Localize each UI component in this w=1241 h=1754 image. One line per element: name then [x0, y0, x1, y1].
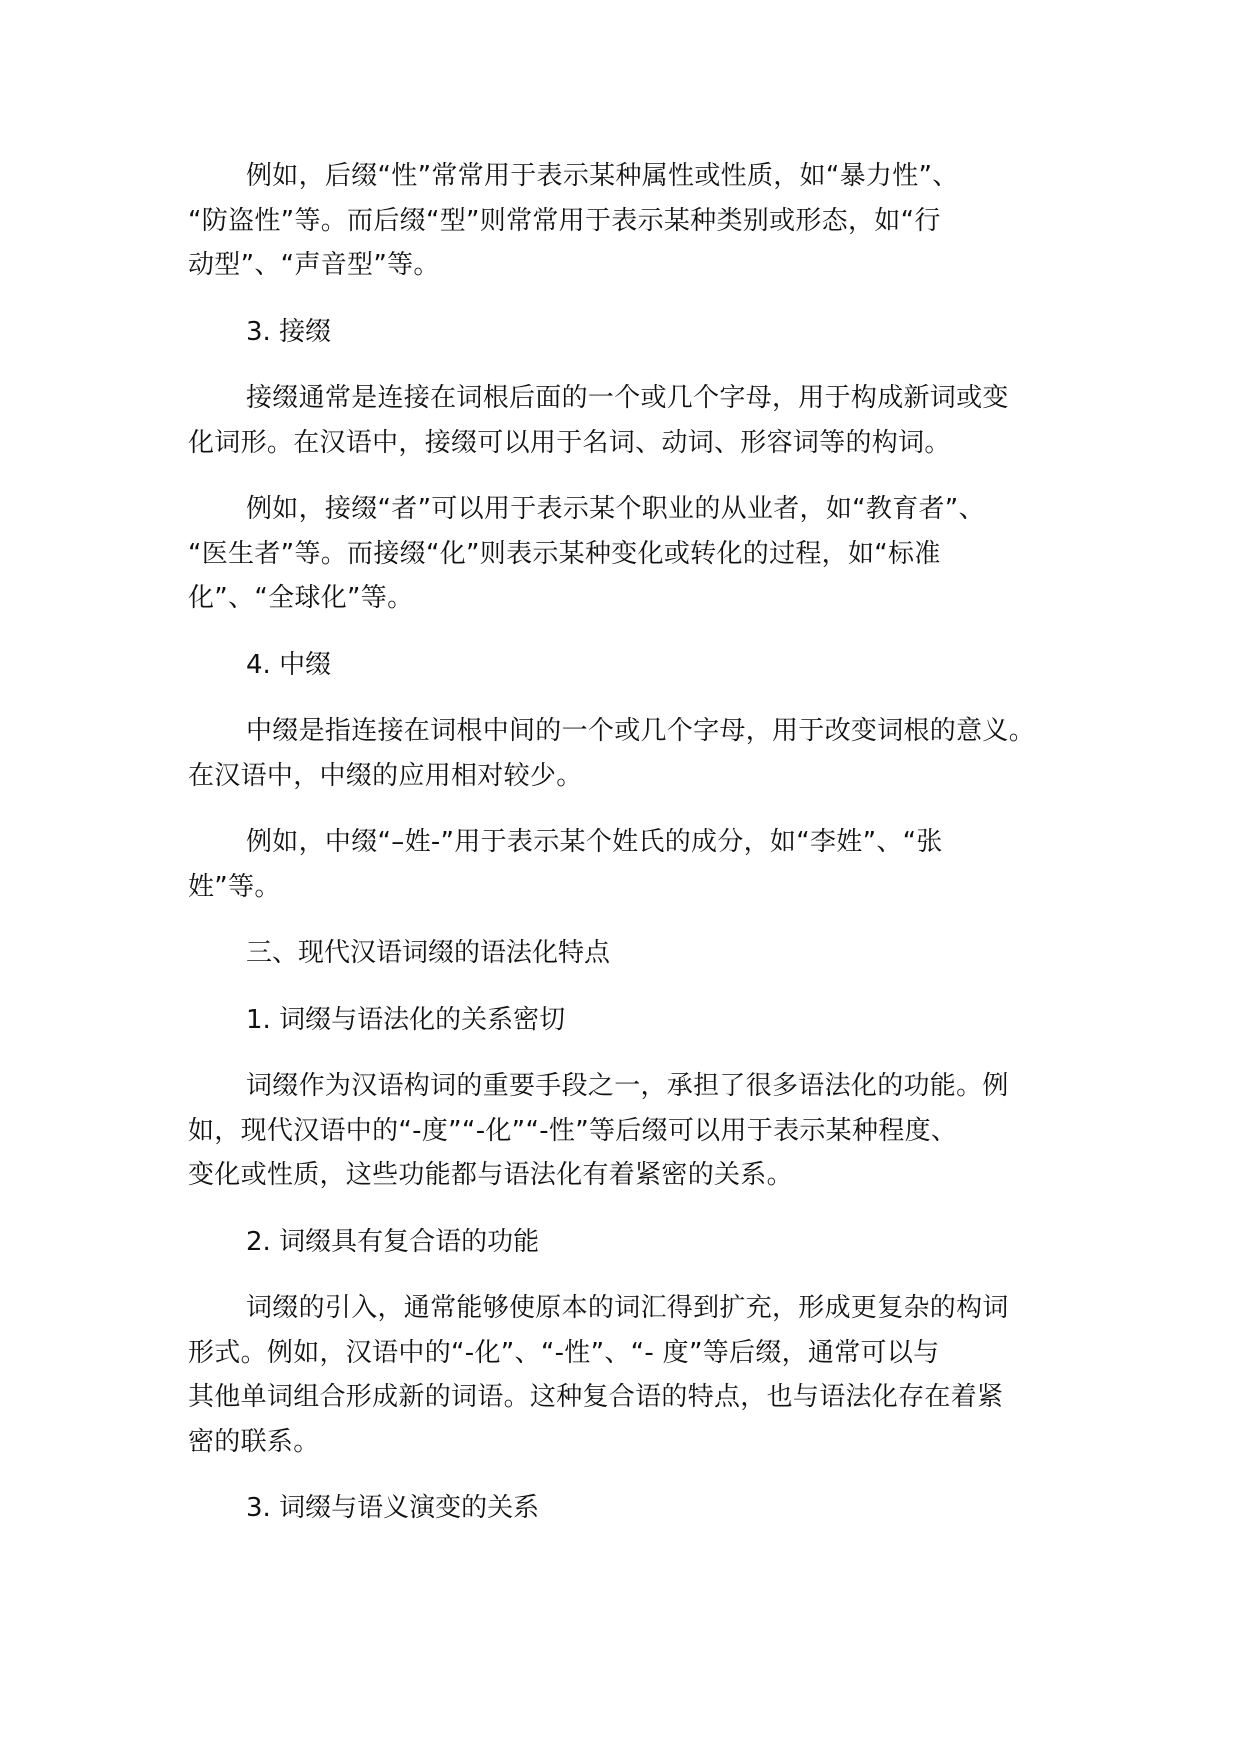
heading-text: 4. 中缀 — [246, 649, 332, 680]
section-heading-semantic — [188, 1486, 1068, 1531]
paragraph-affix-definition — [188, 376, 1068, 465]
section-heading-affix-grammar — [188, 998, 1068, 1043]
text-line: 中缀是指连接在词根中间的一个或几个字母，用于改变词根的意义。 — [246, 716, 1036, 746]
text-line: 密的联系。 — [188, 1426, 320, 1457]
paragraph-infix-definition — [188, 709, 1068, 798]
text-line: 例如，中缀“–姓-”用于表示某个姓氏的成分，如“李姓”、“张 — [246, 827, 943, 857]
paragraph-affix-grammar — [188, 1064, 1068, 1198]
heading-text: 2. 词缀具有复合语的功能 — [246, 1226, 540, 1257]
section-heading-affix — [188, 310, 1068, 355]
heading-text: 三、现代汉语词缀的语法化特点 — [246, 938, 611, 968]
chapter-heading-grammaticalization — [188, 931, 1068, 976]
section-heading-compound — [188, 1220, 1068, 1265]
text-line: 化”、“全球化”等。 — [188, 583, 414, 613]
text-line: 动型”、“声音型”等。 — [188, 250, 440, 280]
text-line: “医生者”等。而接缀“化”则表示某种变化或转化的过程，如“标准 — [188, 538, 941, 569]
heading-text: 1. 词缀与语法化的关系密切 — [246, 1004, 566, 1035]
paragraph-suffix-examples — [188, 154, 1068, 288]
paragraph-compound — [188, 1286, 1068, 1464]
heading-text: 3. 接缀 — [246, 316, 332, 347]
paragraph-affix-examples — [188, 487, 1068, 621]
text-line: 如，现代汉语中的“-度”“-化”“-性”等后缀可以用于表示某种程度、 — [188, 1115, 958, 1146]
section-heading-infix — [188, 643, 1068, 688]
document-page — [188, 154, 1068, 1553]
text-line: “防盗性”等。而后缀“型”则常常用于表示某种类别或形态，如“行 — [188, 205, 941, 236]
text-line: 例如，后缀“性”常常用于表示某种属性或性质，如“暴力性”、 — [246, 161, 959, 191]
text-line: 词缀作为汉语构词的重要手段之一，承担了很多语法化的功能。例 — [246, 1071, 1009, 1101]
text-line: 接缀通常是连接在词根后面的一个或几个字母，用于构成新词或变 — [246, 383, 1009, 413]
text-line: 变化或性质，这些功能都与语法化有着紧密的关系。 — [188, 1160, 793, 1190]
text-line: 例如，接缀“者”可以用于表示某个职业的从业者，如“教育者”、 — [246, 494, 985, 524]
paragraph-infix-examples — [188, 820, 1068, 909]
text-line: 其他单词组合形成新的词语。这种复合语的特点，也与语法化存在着紧 — [188, 1382, 1004, 1412]
text-line: 形式。例如，汉语中的“-化”、“-性”、“- 度”等后缀，通常可以与 — [188, 1337, 940, 1368]
text-line: 姓”等。 — [188, 871, 281, 902]
text-line: 化词形。在汉语中，接缀可以用于名词、动词、形容词等的构词。 — [188, 427, 951, 458]
text-line: 词缀的引入，通常能够使原本的词汇得到扩充，形成更复杂的构词 — [246, 1293, 1009, 1323]
heading-text: 3. 词缀与语义演变的关系 — [246, 1493, 540, 1523]
text-line: 在汉语中，中缀的应用相对较少。 — [188, 760, 583, 791]
